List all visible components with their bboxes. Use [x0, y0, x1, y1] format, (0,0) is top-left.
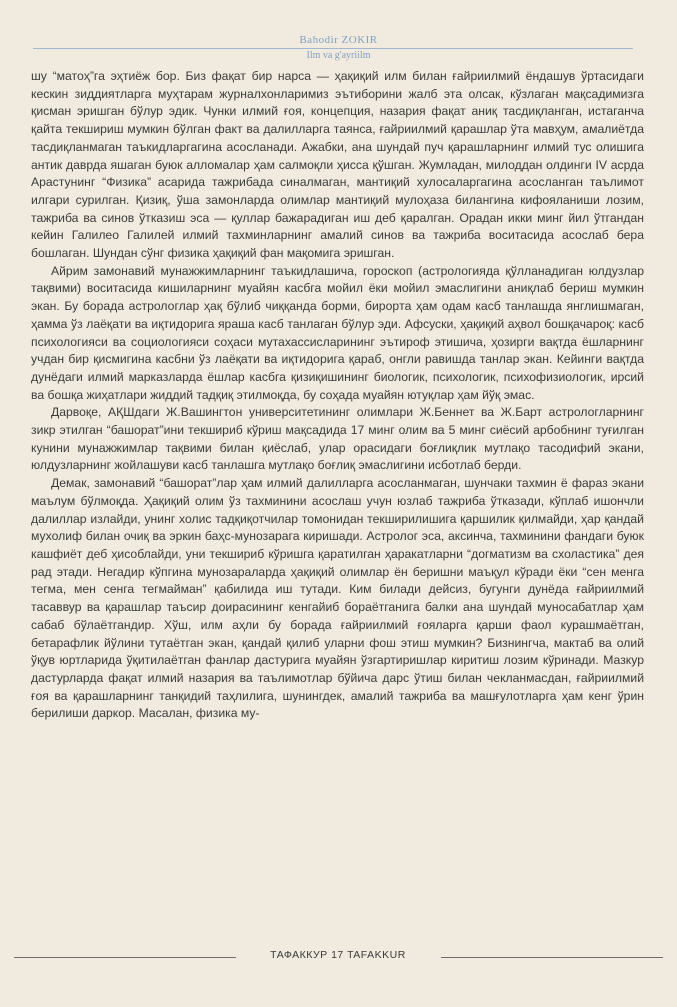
paragraph-1: шу “матоҳ”га эҳтиёж бор. Биз фақат бир нарса — ҳақиқий илм билан ғайриилмий ёндашув ўртасидаги кескин зиддиятларга муҳтарам журналхонларимиз эътиборини жалб эта олсак, кўзлаган мақсадимизга қисман эришган бўлур эдик. Чунки илмий ғоя, концепция, назария фақат аниқ тасдиқланган, истаганча қайта текшириш мумкин бўлган факт ва далилларга таянса, ғайриилмий қарашлар ўта мавҳум, амалиётда тасдиқланмаган таъкидларгагина асосланади. Ажабки, ана шундай пуч қарашларнинг илмий тус олишига антик даврда яшаган буюк алломалар ҳам салмоқли ҳисса қўшган. Жумладан, милоддан олдинги IV асрда Арастунинг “Физика” асарида тажрибада синалмаган, мантиқий хулосаларгагина асосланган таълимот илгари сурилган. Қизиқ, ўша замонларда олимлар мантиқий мулоҳаза билангина кифояланиши лозим, тажриба ва синов ўтказиш эса — қуллар бажарадиган иш деб қаралган. Орадан икки минг йил ўтгандан кейин Галилео Галилей илмий тахминларнинг амалий синов ва тажриба воситасида асослаб бера бошлаган. Шундан сўнг физика ҳақиқий фан мақомига эришган.: [31, 69, 644, 261]
footer-left-rule: [14, 957, 236, 958]
article-body: [31, 68, 644, 723]
header-rule: [33, 48, 633, 49]
footer-right-rule: [441, 957, 663, 958]
header-title: Ilm va g'ayriilm: [306, 50, 371, 61]
paragraph-2: Айрим замонавий мунажжимларнинг таъкидлашича, гороскоп (астрологияда қўлланадиган юлдузлар тақвими) воситасида кишиларнинг муайян касбга мойил ёки мойил эмаслигини аниқлаб бериш мумкин экан. Бу борада астрологлар ҳақ бўлиб чиққанда борми, бироpта ҳам одам касб танлашда янглишмаган, ҳамма ўз лаёқати ва иқтидорига яраша касб танлаган бўлур эди. Афсуски, ҳақиқий аҳвол бошқачароқ: касб психологияси ва социологияси соҳаси мутахассисларининг эътироф этишича, ҳозирги вақтда ёшларнинг учдан бир қисмигина касбни ўз лаёқати ва иқтидорига қараб, онгли равишда танлар экан. Кейинги вақтда дунёдаги илмий марказларда ёшлар касбга қизиқишининг биологик, психологик, психофизиологик, ирсий ва бошқа жиҳатлари жиддий тадқиқ этилмоқда, бу соҳада муайян ютуқлар ҳам йўқ эмас.: [31, 263, 644, 402]
paragraph-4: Демак, замонавий “башорат”лар ҳам илмий далилларга асосланмаган, шунчаки тахмин ё фараз экани маълум бўлмоқда. Ҳақиқий олим ўз тахминини асослаш учун юзлаб тажриба ўтказади, кўплаб ишончли далиллар излайди, унинг холис тадқиқотчилар томонидан текширилишига қаршилик қилмайди, ҳар қандай мухолиф билан очиқ ва эркин баҳс-мунозарага киришади. Астролог эса, аксинча, тахминини фандаги буюк кашфиёт деб ҳисоблайди, уни текшириб кўришга қаратилган ҳаракатларни “догматизм ва схоластика” дея рад этади. Негадир кўпгина мунозараларда ҳақиқий олимлар ён беришни маъқул кўради ёки “сен менга тегма, мен сенга тегмайман” қабилида иш тутади. Ким билади дейсиз, бугунги дунёда ғайриилмий тасаввур ва қарашлар таъсир доирасининг кенгайиб бораётганига балки ана шундай муносабатлар ҳам сабаб бўлаётгандир. Хўш, илм аҳли бу борада ғайриилмий ғояларга қарши фаол курашмаётган, бетарафлик йўлини тутаётган экан, қандай қилиб уларни фош этиш мумкин? Бизнингча, мактаб ва олий ўқув юртларида ўқитилаётган фанлар дастурига муайян ўзгартиришлар киритиш лозим кўринади. Мазкур дастурларда фақат илмий назария ва таълимотлар бўйича дарс ўтиш билан чекланмасдан, ғайриилмий ғоя ва қарашларнинг танқидий таҳлилига, шунингдек, амалий тажриба ва машғулотларга ҳам кенг ўрин берилиши даркор. Масалан, физика му-: [31, 476, 644, 721]
footer-label: ТАФАККУР 17 TAFAKKUR: [270, 949, 406, 961]
running-header: [0, 34, 677, 62]
header-author: Bahodir ZOKIR: [299, 34, 378, 46]
paragraph-3: Дарвоқе, АҚШдаги Ж.Вашингтон университетининг олимлари Ж.Беннет ва Ж.Барт астрологларнинг зикр этилган “башорат”ини текшириб кўриш мақсадида 17 минг олим ва 5 минг сиёсий арбобнинг туғилган кунини мунажжимлар тақвими билан қиёслаб, улар орасидаги боғлиқлик мутлақо тасодифий экани, юлдузларнинг жойлашуви касб танлашга мутлақо боғлиқ эмаслигини исботлаб берди.: [31, 405, 644, 473]
page-footer: [0, 947, 677, 967]
